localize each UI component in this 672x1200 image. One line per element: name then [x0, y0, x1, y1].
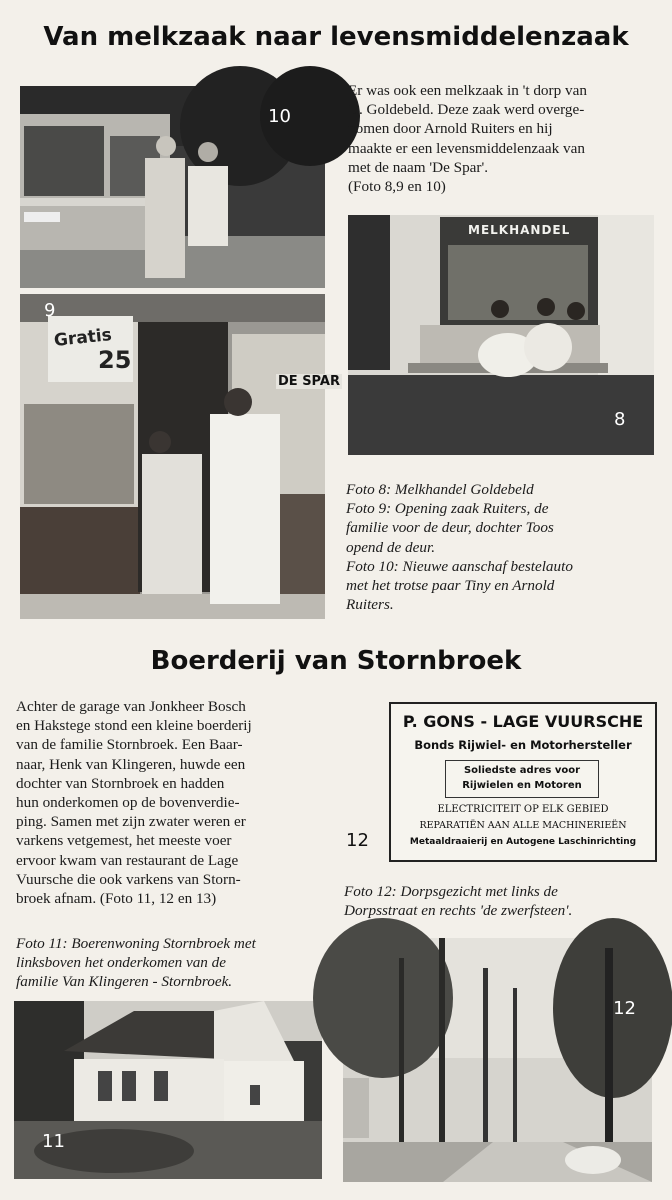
section1-photo-captions: Foto 8: Melkhandel Goldebeld Foto 9: Opening zaak Ruiters, de familie voor de deur, dochter Toos opend de deur. Foto 10: Nieuwe aanschaf bestelauto met het trotse paar Tiny en Arnold Ruiters.	[346, 481, 573, 614]
photo-11-image	[14, 1001, 322, 1179]
shop-sign-price: 25	[98, 346, 132, 374]
photo-12-village-view	[343, 938, 652, 1182]
caption-photo-12: Foto 12: Dorpsgezicht met links de Dorpsstraat en rechts 'de zwerfsteen'.	[344, 883, 573, 920]
shop-sign-gratis: Gratis	[53, 325, 113, 351]
ad-line-metaaldraaierij: Metaaldraaierij en Autogene Laschinrichting	[409, 837, 637, 847]
ad-line-electriciteit: ELECTRICITEIT OP ELK GEBIED	[437, 804, 609, 815]
photo-12-image	[343, 938, 652, 1182]
photo-number-9: 9	[44, 300, 56, 321]
photo-number-11: 11	[42, 1131, 65, 1152]
section1-body-text: Er was ook een melkzaak in 't dorp van D. Goldebeld. Deze zaak werd overge- nomen door Arnold Ruiters en hij maakte er een levensmiddelenzaak van met de naam 'De Spar'. (Foto 8,9 en 10)	[348, 82, 587, 196]
photo-11-farmhouse	[14, 1001, 322, 1179]
photo-number-8: 8	[614, 409, 626, 430]
ad-address-box	[445, 760, 599, 798]
shop-sign-de-spar: DE SPAR	[278, 374, 340, 389]
shop-sign-melkhandel: MELKHANDEL	[468, 223, 571, 237]
caption-photo-11: Foto 11: Boerenwoning Stornbroek met linksboven het onderkomen van de familie Van Klingeren - Stornbroek.	[16, 935, 256, 991]
ad-line-reparatien: REPARATIËN AAN ALLE MACHINERIEËN	[419, 820, 627, 831]
ad-figure-number: 12	[346, 830, 369, 851]
photo-8-image	[348, 215, 654, 455]
section-title-melkzaak: Van melkzaak naar levensmiddelenzaak	[43, 22, 629, 52]
photo-number-10: 10	[268, 106, 291, 127]
photo-8-melkhandel	[348, 215, 654, 455]
photo-9-shop-opening	[20, 294, 340, 619]
advertisement-p-gons	[389, 702, 657, 862]
section-title-boerderij: Boerderij van Stornbroek	[150, 646, 522, 676]
ad-box-line-2: Rijwielen en Motoren	[462, 780, 582, 791]
ad-company-name: P. GONS - LAGE VUURSCHE	[402, 712, 644, 731]
section2-body-text: Achter de garage van Jonkheer Bosch en Hakstege stond een kleine boerderij van de familie Stornbroek. Een Baar- naar, Henk van Klingeren, huwde een dochter van Stornbroek en hadden hun onderkomen op de bovenverdie- ping. Samen met zijn zwater weren er varkens vetgemest, het meeste voer ervoor kwam van restaurant de Lage Vuursche die ook varkens van Storn- broek afnam. (Foto 11, 12 en 13)	[16, 698, 252, 908]
photo-10-delivery-van	[20, 86, 325, 288]
ad-trade: Bonds Rijwiel- en Motorhersteller	[414, 738, 632, 752]
ad-box-line-1: Soliedste adres voor	[463, 765, 581, 776]
photo-number-12: 12	[613, 998, 636, 1019]
